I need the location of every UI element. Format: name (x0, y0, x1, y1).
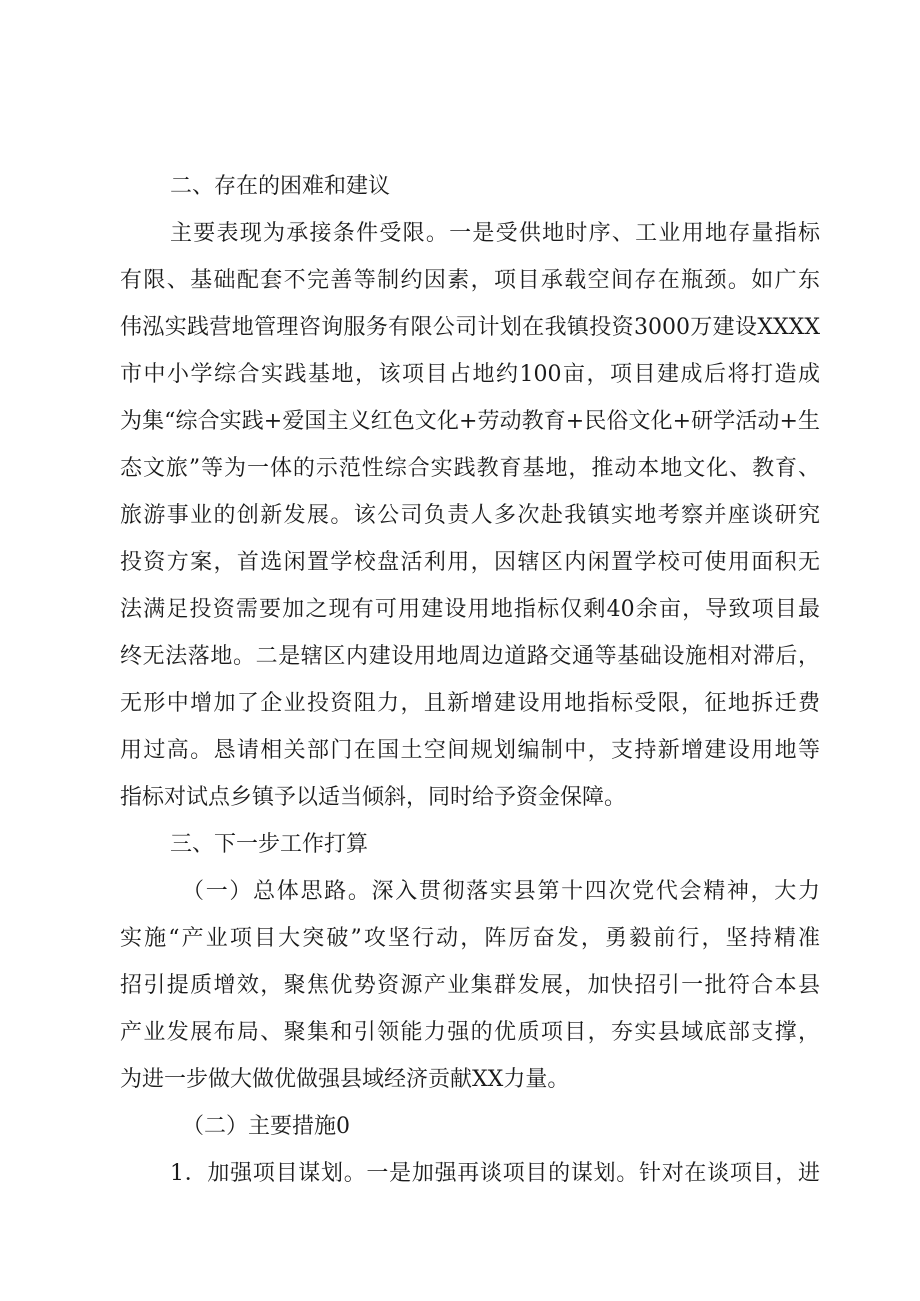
subsection-heading-measures: （二）主要措施0 (182, 1114, 350, 1139)
paragraph-line: 实施“产业项目大突破”攻坚行动，阵厉奋发，勇毅前行，坚持精准 (120, 926, 820, 951)
paragraph-line: 招引提质增效，聚焦优势资源产业集群发展，加快招引一批符合本县 (120, 973, 820, 998)
section-heading-next-steps: 三、下一步工作打算 (170, 832, 369, 857)
paragraph-line: 终无法落地。二是辖区内建设用地周边道路交通等基础设施相对滞后， (120, 644, 820, 669)
paragraph-line: （一）总体思路。深入贯彻落实县第十四次党代会精神，大力 (182, 879, 820, 904)
section-heading-difficulties: 二、存在的困难和建议 (170, 174, 391, 199)
paragraph-line: 法满足投资需要加之现有可用建设用地指标仅剩40余亩，导致项目最 (120, 597, 820, 622)
paragraph-line: 为集“综合实践+爱国主义红色文化+劳动教育+民俗文化+研学活动+生 (120, 409, 820, 434)
paragraph-line: 无形中增加了企业投资阻力，且新增建设用地指标受限，征地拆迁费 (120, 691, 820, 716)
paragraph-line: 主要表现为承接条件受限。一是受供地时序、工业用地存量指标 (170, 221, 820, 246)
paragraph-line: 指标对试点乡镇予以适当倾斜，同时给予资金保障。 (120, 785, 627, 810)
paragraph-line: 1．加强项目谋划。一是加强再谈项目的谋划。针对在谈项目，进 (170, 1161, 820, 1186)
paragraph-line: 用过高。恳请相关部门在国土空间规划编制中，支持新增建设用地等 (120, 738, 820, 763)
paragraph-line: 伟泓实践营地管理咨询服务有限公司计划在我镇投资3000万建设XXXX (120, 315, 820, 340)
paragraph-line: 旅游事业的创新发展。该公司负责人多次赴我镇实地考察并座谈研究 (120, 503, 820, 528)
paragraph-line: 市中小学综合实践基地，该项目占地约100亩，项目建成后将打造成 (120, 362, 820, 387)
paragraph-line: 有限、基础配套不完善等制约因素，项目承载空间存在瓶颈。如广东 (120, 268, 820, 293)
paragraph-line: 态文旅”等为一体的示范性综合实践教育基地，推动本地文化、教育、 (120, 456, 820, 481)
paragraph-line: 为进一步做大做优做强县域经济贡献XX力量。 (120, 1067, 570, 1092)
paragraph-line: 产业发展布局、聚集和引领能力强的优质项目，夯实县域底部支撑， (120, 1020, 820, 1045)
paragraph-line: 投资方案，首选闲置学校盘活利用，因辖区内闲置学校可使用面积无 (120, 550, 820, 575)
